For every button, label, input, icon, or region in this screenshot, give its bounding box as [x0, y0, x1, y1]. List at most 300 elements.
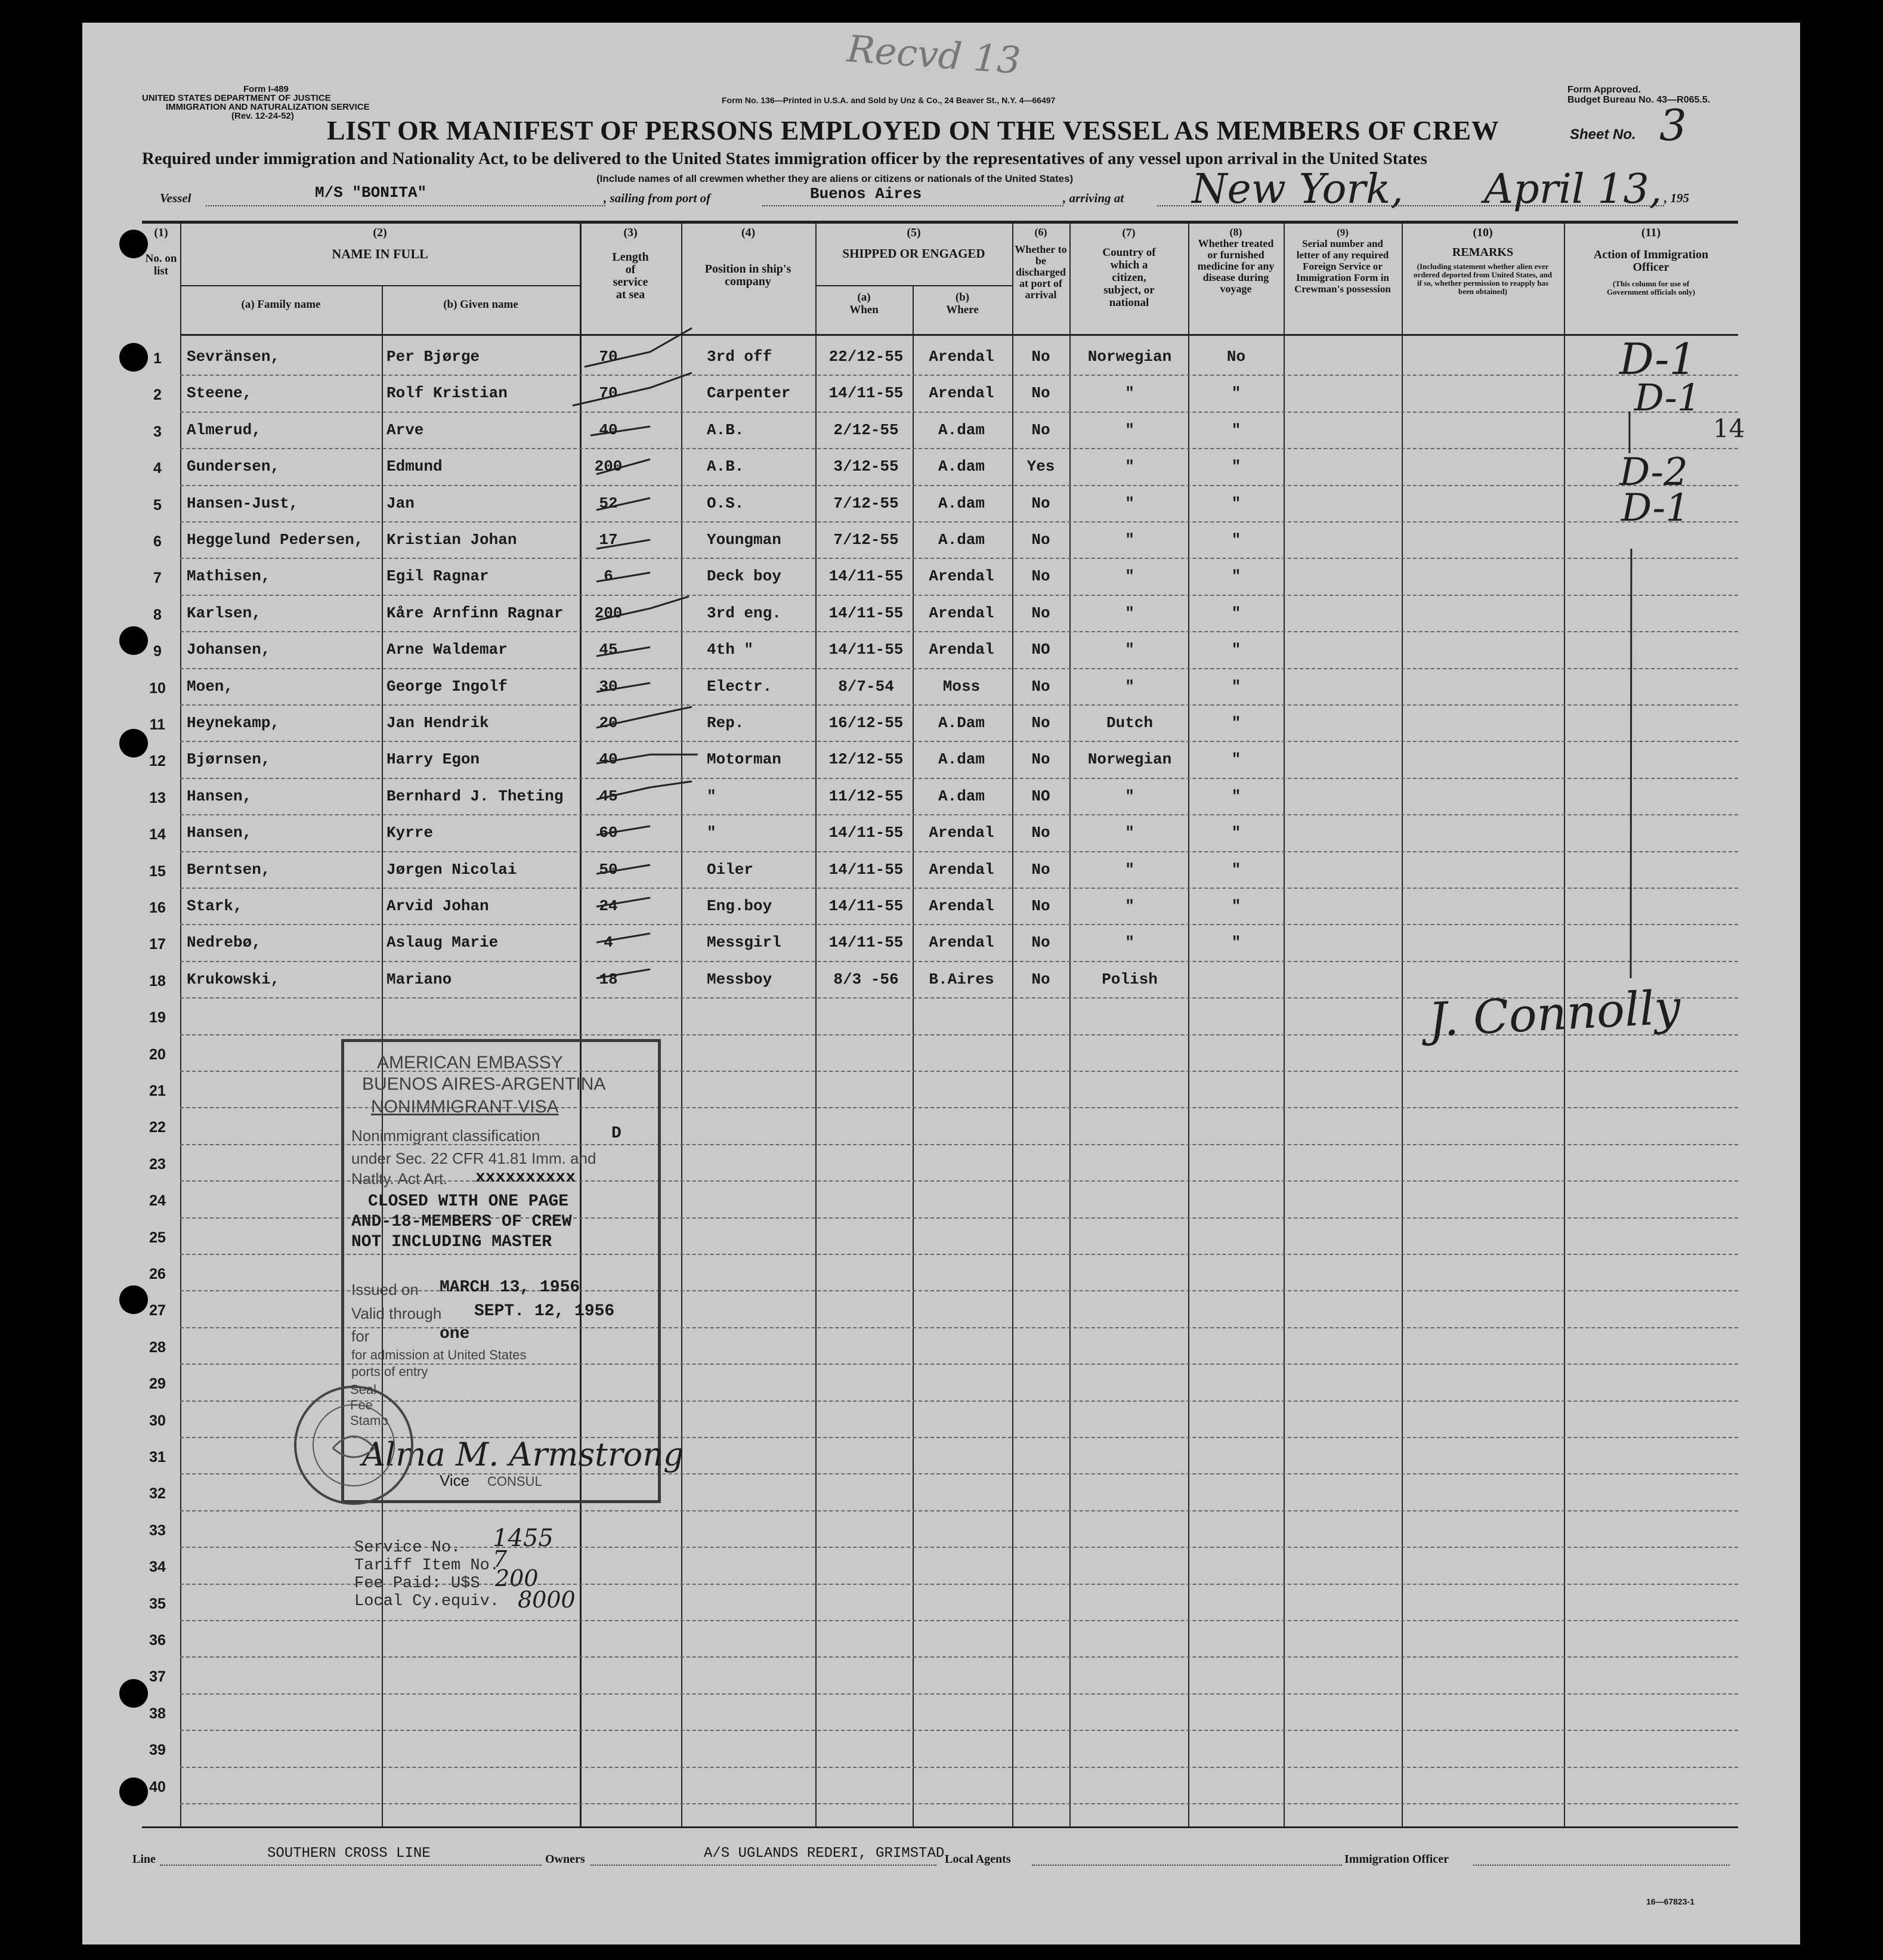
cell-position: ": [707, 824, 716, 842]
cell-given: Arne Waldemar: [387, 641, 508, 659]
row-number: 14: [149, 826, 166, 843]
officer-label: Immigration Officer: [1344, 1853, 1449, 1866]
row-number: 34: [149, 1559, 166, 1576]
cell-given: Jørgen Nicolai: [387, 860, 517, 879]
col-title: Serial number and letter of any required Foreign Service or Immigration Form in Crewman's possession: [1294, 238, 1391, 295]
department: UNITED STATES DEPARTMENT OF JUSTICE: [142, 93, 331, 103]
row-number: 39: [149, 1742, 166, 1759]
cell-when: 8/7-54: [838, 677, 894, 695]
col-title: Action of Immigration Officer: [1593, 248, 1709, 274]
cell-given: Kåre Arnfinn Ragnar: [387, 604, 564, 622]
cell-when: 14/11-55: [828, 933, 904, 952]
year-label: , 195: [1664, 191, 1689, 205]
cell-country: Norwegian: [1087, 348, 1172, 366]
row-number: 5: [153, 496, 162, 514]
cell-medicine: ": [1231, 897, 1241, 915]
row-rule: [180, 741, 1738, 742]
officer-mark: D-1: [1619, 334, 1697, 384]
cell-where: A.dam: [938, 531, 985, 549]
cell-family: Sevränsen,: [187, 348, 280, 366]
row-rule: [180, 924, 1738, 925]
row-number: 1: [153, 350, 162, 367]
col-title: SHIPPED OR ENGAGED: [842, 246, 985, 261]
col8-header: [1188, 227, 1284, 295]
cell-given: Harry Egon: [387, 750, 480, 769]
officer-signature: J. Connolly: [1427, 980, 1682, 1048]
cell-discharged: NO: [1031, 787, 1050, 805]
cell-medicine: ": [1231, 421, 1241, 439]
stamp-city: BUENOS AIRES-ARGENTINA: [362, 1074, 606, 1094]
stamp-visa-type: NONIMMIGRANT VISA: [371, 1097, 559, 1117]
cell-position: Messgirl: [707, 933, 781, 952]
stamp-admission: for admission at United States: [351, 1347, 527, 1362]
cell-discharged: NO: [1031, 641, 1050, 659]
vessel-underline: [206, 205, 605, 206]
row-number: 6: [153, 533, 162, 550]
cell-length: 24: [599, 897, 618, 915]
owners-underline: [590, 1865, 936, 1866]
cell-length: 70: [599, 348, 618, 366]
cell-medicine: ": [1231, 677, 1241, 695]
row-number: 18: [149, 972, 166, 990]
cell-family: Steene,: [187, 384, 252, 403]
row-rule: [180, 1803, 1738, 1804]
col-title: NAME IN FULL: [332, 246, 428, 261]
stamp-for-label: for: [351, 1327, 370, 1345]
cell-length: 40: [599, 421, 618, 439]
row-number: 22: [149, 1119, 166, 1136]
cell-country: ": [1125, 457, 1134, 476]
row-number: 23: [149, 1155, 166, 1173]
cell-when: 7/12-55: [833, 531, 899, 549]
cell-position: Deck boy: [707, 567, 781, 586]
col-number: (11): [1641, 226, 1661, 239]
col-title: Position in ship's company: [704, 262, 791, 288]
col-number: (6): [1034, 226, 1047, 238]
service-number: 1455: [493, 1525, 554, 1552]
cell-family: Berntsen,: [187, 860, 271, 879]
cell-length: 17: [599, 531, 618, 549]
stamp-ports: ports of entry: [351, 1364, 428, 1379]
cell-when: 8/3 -56: [833, 970, 899, 988]
col-number: (7): [1122, 227, 1136, 239]
cell-country: ": [1125, 421, 1134, 439]
col5b-header: [913, 291, 1012, 316]
officer-bracket-line: [1622, 412, 1640, 978]
cell-where: Arendal: [929, 933, 994, 952]
cell-length: 45: [599, 641, 618, 659]
stamp-fee: Fee: [350, 1398, 373, 1412]
cell-when: 12/12-55: [828, 750, 904, 769]
row-number: 28: [149, 1338, 166, 1356]
cell-discharged: Yes: [1026, 457, 1055, 476]
col-rule: [180, 224, 181, 1827]
cell-where: Arendal: [929, 348, 994, 366]
row-rule: [180, 851, 1738, 852]
col-subtitle: (Including statement whether alien ever ordered deported from United States, and if so, whether permission to reapply has been obtained): [1413, 262, 1553, 296]
cell-discharged: No: [1031, 567, 1050, 586]
cell-position: O.S.: [707, 494, 744, 512]
col-title: (b) Where: [946, 291, 979, 316]
cell-discharged: No: [1031, 750, 1050, 769]
stamp-stamp-word: Stamp: [350, 1413, 388, 1428]
row-number: 19: [149, 1009, 166, 1027]
cell-when: 14/11-55: [828, 860, 904, 879]
cell-given: Aslaug Marie: [387, 933, 499, 952]
local-amount: 8000: [518, 1587, 576, 1613]
col-title: No. on list: [145, 252, 177, 277]
stamp-embassy: AMERICAN EMBASSY: [377, 1053, 563, 1072]
row-rule: [180, 1510, 1738, 1511]
cell-given: Bernhard J. Theting: [387, 787, 564, 805]
cell-country: ": [1125, 860, 1134, 879]
row-number: 4: [153, 460, 162, 477]
cell-country: ": [1125, 824, 1134, 842]
fee-amount: 200: [495, 1565, 539, 1591]
row-rule: [180, 888, 1738, 889]
cell-family: Hansen,: [187, 787, 252, 805]
row-rule: [180, 778, 1738, 779]
consul-signature: Alma M. Armstrong: [362, 1436, 684, 1473]
stamp-seal: Seal: [350, 1382, 377, 1397]
col4-header: [681, 227, 815, 288]
cell-where: Arendal: [929, 567, 994, 586]
vessel-label: Vessel: [160, 191, 191, 205]
row-number: 11: [149, 716, 166, 733]
cell-position: Rep.: [707, 714, 744, 732]
cell-medicine: ": [1231, 933, 1241, 952]
row-rule: [180, 1656, 1738, 1658]
cell-position: Youngman: [707, 531, 781, 549]
revision: (Rev. 12-24-52): [231, 111, 294, 121]
cell-family: Heggelund Pedersen,: [187, 531, 364, 549]
row-rule: [180, 814, 1738, 815]
local-label: Local Cy.equiv.: [354, 1593, 500, 1610]
cell-where: A.dam: [938, 787, 985, 805]
cell-where: Arendal: [929, 641, 994, 659]
cell-when: 2/12-55: [833, 421, 899, 439]
cell-family: Mathisen,: [187, 567, 271, 586]
cell-position: Carpenter: [707, 384, 791, 403]
row-number: 26: [149, 1266, 166, 1282]
stamp-act-value: xxxxxxxxxx: [475, 1168, 576, 1187]
cell-when: 14/11-55: [828, 824, 904, 842]
cell-country: ": [1125, 933, 1134, 952]
col1-header: [142, 227, 180, 277]
cell-given: Jan Hendrik: [387, 714, 489, 732]
cell-position: 3rd eng.: [707, 604, 781, 622]
cell-country: ": [1125, 384, 1134, 403]
col-title: REMARKS: [1452, 246, 1514, 259]
tariff-label: Tariff Item No.: [354, 1557, 500, 1575]
pen-strike-marks: [561, 310, 823, 996]
cell-family: Karlsen,: [187, 604, 261, 622]
cell-length: 45: [599, 787, 618, 805]
cell-family: Hansen-Just,: [187, 494, 299, 512]
col-rule: [1188, 224, 1189, 1827]
officer-mark: D-1: [1634, 376, 1701, 419]
fee-block: [354, 1539, 499, 1610]
table-top-rule: [142, 221, 1738, 224]
col-number: (10): [1473, 226, 1493, 239]
row-number: 10: [149, 679, 166, 697]
agents-underline: [1032, 1865, 1342, 1866]
cell-medicine: ": [1231, 641, 1241, 659]
col-number: (8): [1229, 226, 1242, 238]
cell-when: 11/12-55: [828, 787, 904, 805]
sailing-port: Buenos Aires: [810, 185, 922, 203]
cell-family: Gundersen,: [187, 457, 280, 476]
arriving-label: , arriving at: [1063, 191, 1124, 205]
cell-family: Krukowski,: [187, 970, 280, 988]
row-rule: [180, 961, 1738, 962]
col-number: (5): [907, 226, 921, 239]
row-number: 31: [149, 1449, 166, 1466]
cell-position: Eng.boy: [707, 897, 772, 915]
cell-length: 200: [594, 457, 623, 476]
row-number: 33: [149, 1522, 166, 1539]
name-subhead-rule: [180, 285, 580, 286]
service-label: Service No.: [354, 1539, 461, 1557]
cell-medicine: ": [1231, 750, 1241, 769]
row-number: 32: [149, 1485, 166, 1503]
cell-medicine: ": [1231, 457, 1241, 476]
include-note: (Include names of all crewmen whether they are aliens or citizens or nationals of the United States): [596, 173, 1074, 184]
col-title: Country of which a citizen, subject, or national: [1102, 246, 1156, 309]
cell-family: Almerud,: [187, 421, 261, 439]
officer-mark: D-2: [1619, 450, 1688, 494]
stamp-regulation: under Sec. 22 CFR 41.81 Imm. and: [351, 1149, 596, 1167]
col-number: (3): [623, 226, 638, 239]
cell-position: ": [707, 787, 716, 805]
cell-discharged: No: [1031, 824, 1050, 842]
cell-country: ": [1125, 677, 1134, 695]
cell-length: 18: [599, 970, 618, 988]
cell-medicine: ": [1231, 824, 1241, 842]
stamp-classification: D: [611, 1124, 622, 1143]
row-rule: [180, 412, 1738, 413]
row-number: 21: [149, 1083, 166, 1099]
row-rule: [180, 375, 1738, 376]
row-number: 3: [153, 423, 162, 440]
row-number: 24: [149, 1192, 166, 1210]
cell-family: Bjørnsen,: [187, 750, 271, 769]
stamp-master: NOT INCLUDING MASTER: [351, 1233, 552, 1251]
cell-when: 3/12-55: [833, 457, 899, 476]
cell-discharged: No: [1031, 677, 1050, 695]
row-rule: [180, 631, 1738, 632]
stamp-classification-label: Nonimmigrant classification: [351, 1127, 540, 1145]
cell-discharged: No: [1031, 348, 1050, 366]
col-rule: [913, 285, 914, 1827]
row-number: 12: [149, 753, 166, 770]
cell-position: A.B.: [707, 457, 744, 476]
col9-header: [1284, 227, 1402, 295]
cell-length: 50: [599, 860, 618, 879]
row-number: 30: [149, 1412, 166, 1429]
cell-position: 4th ": [707, 641, 754, 659]
cell-country: Dutch: [1106, 714, 1153, 732]
cell-discharged: No: [1031, 531, 1050, 549]
cell-medicine: ": [1231, 604, 1241, 622]
col5-header: [815, 227, 1012, 260]
arriving-date: April 13,: [1484, 166, 1662, 213]
cell-where: Arendal: [929, 604, 994, 622]
row-rule: [180, 1730, 1738, 1731]
cell-family: Hansen,: [187, 824, 252, 842]
line-value: SOUTHERN CROSS LINE: [267, 1845, 431, 1862]
cell-country: ": [1125, 641, 1134, 659]
fee-label: Fee Paid: U$S: [354, 1575, 480, 1593]
cell-where: A.dam: [938, 494, 985, 512]
row-rule: [180, 668, 1738, 669]
cell-discharged: No: [1031, 604, 1050, 622]
col-number: (1): [154, 226, 168, 239]
sailing-label: , sailing from port of: [604, 191, 711, 205]
row-rule: [180, 448, 1738, 449]
stamp-vice: Vice: [440, 1471, 470, 1489]
tariff-number: 7: [493, 1546, 508, 1572]
row-number: 2: [153, 387, 162, 404]
stamp-issued-label: Issued on: [351, 1281, 419, 1299]
row-number: 13: [149, 789, 166, 806]
cell-position: 3rd off: [707, 348, 772, 366]
cell-discharged: No: [1031, 494, 1050, 512]
row-number: 35: [149, 1595, 166, 1612]
cell-family: Nedrebø,: [187, 933, 261, 952]
cell-given: Egil Ragnar: [387, 567, 489, 586]
approval-block: [1567, 85, 1710, 105]
col7-header: [1069, 227, 1188, 309]
owners-label: Owners: [545, 1853, 585, 1866]
stamp-for-value: one: [440, 1325, 470, 1343]
cell-country: Polish: [1102, 970, 1158, 988]
col-rule: [1402, 224, 1403, 1827]
cell-discharged: No: [1031, 384, 1050, 403]
sheet-label: Sheet No.: [1570, 126, 1636, 143]
form-id: Form I-489: [243, 84, 289, 94]
top-scrawl: Recvd 13: [845, 26, 1022, 83]
cell-discharged: No: [1031, 933, 1050, 952]
cell-length: 20: [599, 714, 618, 732]
row-number: 15: [149, 862, 166, 880]
owners-value: A/S UGLANDS REDERI, GRIMSTAD: [704, 1845, 945, 1862]
cell-given: Rolf Kristian: [387, 384, 508, 403]
row-rule: [180, 704, 1738, 706]
cell-when: 14/11-55: [828, 384, 904, 403]
cell-where: A.dam: [938, 750, 985, 769]
cell-medicine: ": [1231, 494, 1241, 512]
row-rule: [180, 1767, 1738, 1768]
cell-country: ": [1125, 604, 1134, 622]
cell-when: 14/11-55: [828, 567, 904, 586]
cell-given: Jan: [387, 494, 415, 512]
row-rule: [180, 485, 1738, 486]
col2-header: [180, 227, 580, 260]
row-rule: [180, 595, 1738, 596]
col3-header: [580, 227, 681, 301]
cell-where: A.dam: [938, 421, 985, 439]
col-number: (2): [373, 226, 387, 239]
stamp-act-label: Natlty. Act Art.: [351, 1170, 448, 1188]
budget-bureau: Budget Bureau No. 43—R065.5.: [1567, 95, 1711, 105]
cell-length: 6: [604, 567, 613, 586]
cell-length: 60: [599, 824, 618, 842]
form-approved: Form Approved.: [1567, 85, 1641, 95]
cell-position: A.B.: [707, 421, 744, 439]
officer-mark: D-1: [1621, 486, 1690, 530]
cell-given: Kyrre: [387, 824, 434, 842]
officer-underline: [1473, 1865, 1730, 1866]
col-number: (4): [741, 226, 756, 239]
row-number: 8: [153, 606, 162, 623]
cell-country: ": [1125, 897, 1134, 915]
row-number: 36: [149, 1632, 166, 1649]
cell-medicine: ": [1231, 860, 1241, 879]
cell-medicine: ": [1231, 384, 1241, 403]
cell-medicine: ": [1231, 531, 1241, 549]
cell-length: 40: [599, 750, 618, 769]
cell-length: 30: [599, 677, 618, 695]
cell-when: 7/12-55: [833, 494, 899, 512]
cell-medicine: ": [1231, 714, 1241, 732]
cell-family: Stark,: [187, 897, 243, 915]
cell-where: Arendal: [929, 824, 994, 842]
cell-position: Messboy: [707, 970, 772, 988]
cell-given: Arve: [387, 421, 424, 439]
col-subtitle: (This column for use of Government officials only): [1606, 279, 1696, 296]
service: IMMIGRATION AND NATURALIZATION SERVICE: [166, 102, 370, 112]
col5a-header: [815, 291, 913, 316]
document-title: LIST OR MANIFEST OF PERSONS EMPLOYED ON THE VESSEL AS MEMBERS OF CREW: [327, 115, 1499, 146]
cell-length: 52: [599, 494, 618, 512]
officer-count: 14: [1713, 414, 1745, 443]
line-underline: [160, 1865, 542, 1866]
stamp-valid-label: Valid through: [351, 1304, 442, 1322]
col-number: (9): [1337, 227, 1349, 238]
row-number: 25: [149, 1229, 166, 1246]
cell-where: Arendal: [929, 860, 994, 879]
cell-given: Edmund: [387, 457, 443, 476]
cell-position: Motorman: [707, 750, 781, 769]
cell-length: 70: [599, 384, 618, 403]
cell-when: 14/11-55: [828, 897, 904, 915]
vessel-name: M/S "BONITA": [315, 184, 427, 202]
row-number: 20: [149, 1046, 166, 1063]
cell-length: 4: [604, 933, 613, 952]
sailing-underline: [762, 205, 1063, 206]
cell-family: Johansen,: [187, 641, 271, 659]
cell-when: 16/12-55: [828, 714, 904, 732]
row-number: 37: [149, 1668, 166, 1686]
cell-country: ": [1125, 531, 1134, 549]
row-number: 40: [149, 1778, 166, 1795]
stamp-issued-date: MARCH 13, 1956: [440, 1278, 580, 1297]
cell-discharged: No: [1031, 421, 1050, 439]
cell-when: 14/11-55: [828, 641, 904, 659]
sheet-number: 3: [1659, 100, 1687, 150]
col2b-header: (b) Given name: [443, 298, 518, 311]
agents-label: Local Agents: [945, 1853, 1011, 1866]
cell-where: Arendal: [929, 897, 994, 915]
cell-given: Mariano: [387, 970, 452, 988]
cell-where: Moss: [942, 677, 981, 695]
cell-where: A.Dam: [938, 714, 985, 732]
cell-country: ": [1125, 494, 1134, 512]
cell-family: Heynekamp,: [187, 714, 280, 732]
row-rule: [180, 1693, 1738, 1695]
row-rule: [180, 558, 1738, 559]
